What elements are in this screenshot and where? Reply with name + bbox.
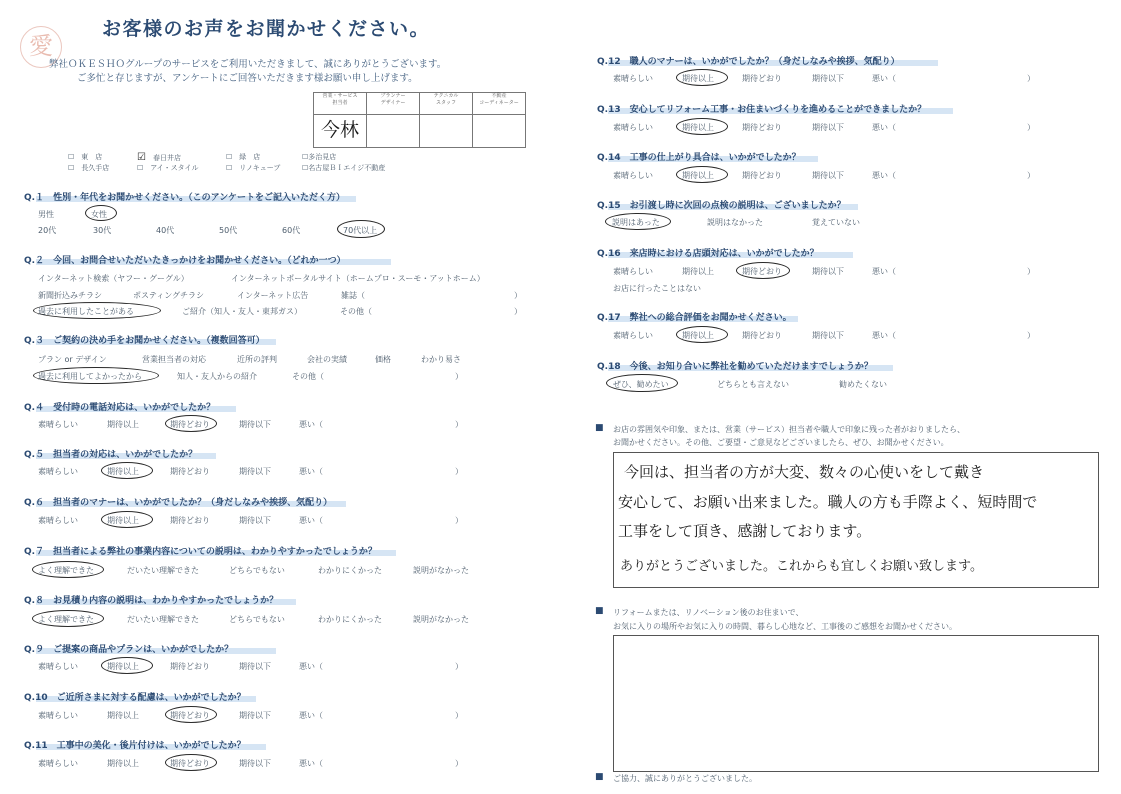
q1-age-50[interactable]: 50代 [219,226,238,235]
q10-question: Q.10 ご近所さまに対する配慮は、いかがでしたか？ [24,693,246,703]
comment1-hand-line4: ありがとうございました。これからも宜しくお願い致します。 [620,559,983,574]
answer-circle [337,220,385,238]
answer-circle [32,610,104,627]
q5-excellent[interactable]: 素晴らしい [38,467,78,476]
q13-excellent[interactable]: 素晴らしい [613,123,653,132]
q16-never-visited[interactable]: お店に行ったことはない [613,284,701,293]
q18-question: Q.18 今後、お知り合いに弊社を勧めていただけますでしょうか？ [597,362,873,372]
q11-below[interactable]: 期待以下 [239,759,271,768]
q5-bad-close: ） [455,467,463,476]
q2-referral[interactable]: ご紹介（知人・友人・東邦ガス） [182,307,302,316]
q9-below[interactable]: 期待以下 [239,662,271,671]
answer-circle [32,561,104,578]
page-title: お客様のお声をお聞かせください。 [102,18,431,40]
q16-excellent[interactable]: 素晴らしい [613,267,653,276]
q5-question: Q.５ 担当者の対応は、いかがでしたか？ [24,450,198,460]
q16-below[interactable]: 期待以下 [812,267,844,276]
q17-as-expected[interactable]: 期待どおり [742,331,782,340]
q3-clarity[interactable]: わかり易さ [421,355,461,364]
q9-as-expected[interactable]: 期待どおり [170,662,210,671]
q6-below[interactable]: 期待以下 [239,516,271,525]
answer-circle [101,462,153,479]
q3-referral[interactable]: 知人・友人からの紹介 [177,372,257,381]
q5-bad[interactable]: 悪い（ [299,467,323,476]
q4-above[interactable]: 期待以上 [107,420,139,429]
q6-bad-close: ） [455,516,463,525]
q9-question: Q.９ ご提案の商品やプランは、いかがでしたか？ [24,645,234,655]
shop-checkbox-realestate[interactable]: ☐名古屋ＢＩエイジ不動産 [302,164,386,172]
staff-header-sales: 営業・サービス 担当者 [314,93,367,115]
q2-past-use[interactable]: 過去に利用したことがある [38,307,134,316]
q18-not-recommend[interactable]: 勧めたくない [839,380,887,389]
q10-excellent[interactable]: 素晴らしい [38,711,78,720]
q15-not-explained[interactable]: 説明はなかった [707,218,763,227]
staff-header-realestate: 不動産 コーディネーター [473,93,526,115]
q4-excellent[interactable]: 素晴らしい [38,420,78,429]
q4-bad-close: ） [455,420,463,429]
q18-neutral[interactable]: どちらとも言えない [717,380,789,389]
shop-checkbox-renocube[interactable]: ☐ リノキューブ [226,164,281,172]
q1-question: Q.１ 性別・年代をお聞かせください。（このアンケートをご記入いただく方） [24,193,346,203]
q12-bad-close: ） [1027,74,1035,83]
q2-question: Q.２ 今回、お問合せいただいたきっかけをお聞かせください。（どれか一つ） [24,256,346,266]
intro-line-1: 弊社ＯＫＥＳＨＯグループのサービスをご利用いただきまして、誠にありがとうございます。 [49,59,447,70]
q17-excellent[interactable]: 素晴らしい [613,331,653,340]
answer-circle [101,511,153,528]
q10-bad-close: ） [455,711,463,720]
q11-as-expected[interactable]: 期待どおり [170,759,210,768]
q12-below[interactable]: 期待以下 [812,74,844,83]
shop-checkbox-midori[interactable]: ☐ 緑 店 [226,153,261,161]
q7-understood[interactable]: よく理解できた [38,566,94,575]
q7-hard[interactable]: わかりにくかった [318,566,382,575]
comment1-hand-line3: 工事をして頂き、感謝しております。 [618,522,872,540]
staff-cell-realestate[interactable] [473,115,526,148]
shop-checkbox-higashi[interactable]: ☐ 東 店 [68,153,103,161]
q6-bad[interactable]: 悪い（ [299,516,323,525]
q17-bad[interactable]: 悪い（ [872,331,896,340]
q13-as-expected[interactable]: 期待どおり [742,123,782,132]
q9-excellent[interactable]: 素晴らしい [38,662,78,671]
staff-name-handwritten: 今林 [320,119,359,141]
q3-price[interactable]: 価格 [375,355,391,364]
q5-as-expected[interactable]: 期待どおり [170,467,210,476]
q3-plan-design[interactable]: プラン or デザイン [38,355,107,364]
q15-explained[interactable]: 説明はあった [612,218,660,227]
comment1-prompt-line2: お聞かせください。その他、ご要望・ご意見などございましたら、ぜひ、お聞かせください。 [613,438,949,447]
q1-age-70plus[interactable]: 70代以上 [343,226,378,235]
shop-checkbox-kasugai[interactable]: ☑ 春日井店 [137,152,181,163]
q1-age-30[interactable]: 30代 [93,226,112,235]
q10-as-expected[interactable]: 期待どおり [170,711,210,720]
company-stamp: 愛 [20,26,62,68]
shop-label: リノキューブ [239,164,281,172]
q4-bad[interactable]: 悪い（ [299,420,323,429]
answer-circle [85,205,117,221]
answer-circle [606,374,678,392]
answer-circle [33,302,161,319]
q14-below[interactable]: 期待以下 [812,171,844,180]
q13-bad[interactable]: 悪い（ [872,123,896,132]
q2-internet-search[interactable]: インターネット検索（ヤフー・グーグル） [38,274,189,283]
shop-label: 多治見店 [308,153,337,161]
q14-question: Q.14 工事の仕上がり具合は、いかがでしたか？ [597,153,801,163]
q4-as-expected[interactable]: 期待どおり [170,420,210,429]
q9-bad[interactable]: 悪い（ [299,662,323,671]
q8-hard[interactable]: わかりにくかった [318,615,382,624]
q3-other-close: ） [455,372,463,381]
q2-magazine[interactable]: 雑誌（ [341,291,365,300]
q18-recommend[interactable]: ぜひ、勧めたい [613,380,669,389]
q1-gender-male[interactable]: 男性 [38,210,54,219]
q5-below[interactable]: 期待以下 [239,467,271,476]
comment2-prompt-line1: リフォームまたは、リノベーション後のお住まいで、 [613,608,804,617]
q2-portal-site[interactable]: インターネットポータルサイト（ホームプロ・スーモ・アットホーム） [231,274,485,283]
square-bullet-icon: ■ [595,423,604,433]
q12-as-expected[interactable]: 期待どおり [742,74,782,83]
answer-circle [605,213,671,230]
shop-label: 長久手店 [81,164,110,172]
q7-question: Q.７ 担当者による弊社の事業内容についての説明は、わかりやすかったでしょうか？ [24,547,377,557]
q2-internet-ad[interactable]: インターネット広告 [237,291,309,300]
q13-question: Q.13 安心してリフォーム工事・お住まいづくりを進めることができましたか？ [597,105,927,115]
q4-question: Q.４ 受付時の電話対応は、いかがでしたか？ [24,403,216,413]
q2-other-close: ） [514,307,522,316]
shop-label: 緑 店 [239,153,261,161]
q6-above[interactable]: 期待以上 [107,516,139,525]
q16-as-expected[interactable]: 期待どおり [742,267,782,276]
q12-excellent[interactable]: 素晴らしい [613,74,653,83]
answer-circle [165,754,217,771]
q3-past-good[interactable]: 過去に利用してよかったから [38,372,142,381]
q12-above[interactable]: 期待以上 [682,74,714,83]
q9-bad-close: ） [455,662,463,671]
q1-age-40[interactable]: 40代 [156,226,175,235]
q11-question: Q.11 工事中の美化・後片付けは、いかがでしたか？ [24,741,246,751]
q7-none[interactable]: 説明がなかった [413,566,469,575]
answer-circle [676,326,728,343]
q7-neither[interactable]: どちらでもない [229,566,285,575]
q3-other[interactable]: その他（ [292,372,324,381]
q13-bad-close: ） [1027,123,1035,132]
q17-bad-close: ） [1027,331,1035,340]
q4-below[interactable]: 期待以下 [239,420,271,429]
staff-cell-sales[interactable] [314,115,367,148]
q8-none[interactable]: 説明がなかった [413,615,469,624]
q3-sales-response[interactable]: 営業担当者の対応 [142,355,206,364]
answer-circle [736,262,790,279]
q13-below[interactable]: 期待以下 [812,123,844,132]
q11-above[interactable]: 期待以上 [107,759,139,768]
answer-circle [676,118,728,135]
shop-checkbox-nagakute[interactable]: ☐ 長久手店 [68,164,110,172]
q14-excellent[interactable]: 素晴らしい [613,171,653,180]
comment1-hand-line1: 今回は、担当者の方が大変、数々の心使いをして戴き [624,463,985,481]
q8-mostly[interactable]: だいたい理解できた [127,615,199,624]
q3-track-record[interactable]: 会社の実績 [307,355,347,364]
answer-circle [101,657,153,674]
q14-bad[interactable]: 悪い（ [872,171,896,180]
q5-above[interactable]: 期待以上 [107,467,139,476]
staff-cell-planner[interactable] [367,115,420,148]
q16-bad-close: ） [1027,267,1035,276]
comment1-prompt-line1: お店の雰囲気や印象、または、営業（サービス）担当者や職人で印象に残った者がおりましたら、 [613,425,965,434]
q15-dont-remember[interactable]: 覚えていない [812,218,860,227]
comment2-prompt-line2: お気に入りの場所やお気に入りの時間、暮らし心地など、工事後のご感想をお聞かせください。 [613,622,957,631]
q12-question: Q.12 職人のマナーは、いかがでしたか？（身だしなみや挨拶、気配り） [597,57,900,67]
square-bullet-icon: ■ [595,606,604,616]
q14-as-expected[interactable]: 期待どおり [742,171,782,180]
q10-above[interactable]: 期待以上 [107,711,139,720]
answer-circle [165,415,217,432]
q17-question: Q.17 弊社への総合評価をお聞かせください。 [597,313,792,323]
q2-posting[interactable]: ポスティングチラシ [133,291,205,300]
q12-bad[interactable]: 悪い（ [872,74,896,83]
q16-bad[interactable]: 悪い（ [872,267,896,276]
q16-question: Q.16 来店時における店頭対応は、いかがでしたか？ [597,249,819,259]
intro-line-2: ご多忙と存じますが、アンケートにご回答いただきます様お願い申し上げます。 [77,73,418,84]
q2-magazine-close: ） [514,291,522,300]
comment1-box[interactable] [613,452,1099,588]
q3-reputation[interactable]: 近所の評判 [237,355,277,364]
comment1-hand-line2: 安心して、お願い出来ました。職人の方も手際よく、短時間で [618,493,1038,511]
q16-above[interactable]: 期待以上 [682,267,714,276]
answer-circle [676,69,728,86]
staff-header-planner: プランナー デザイナー [367,93,420,115]
q13-above[interactable]: 期待以上 [682,123,714,132]
q17-above[interactable]: 期待以上 [682,331,714,340]
comment2-box[interactable] [613,635,1099,772]
q17-below[interactable]: 期待以下 [812,331,844,340]
answer-circle [33,367,159,384]
q10-bad[interactable]: 悪い（ [299,711,323,720]
shop-label: アイ・スタイル [150,164,199,172]
q8-understood[interactable]: よく理解できた [38,615,94,624]
thanks-text: ご協力、誠にありがとうございました。 [613,774,757,783]
staff-cell-technical[interactable] [420,115,473,148]
shop-label: 東 店 [81,153,103,161]
q7-mostly[interactable]: だいたい理解できた [127,566,199,575]
q14-bad-close: ） [1027,171,1035,180]
q11-excellent[interactable]: 素晴らしい [38,759,78,768]
staff-table [313,92,526,148]
staff-header-technical: テクニカル スタッフ [420,93,473,115]
q9-above[interactable]: 期待以上 [107,662,139,671]
q6-as-expected[interactable]: 期待どおり [170,516,210,525]
shop-label: 春日井店 [152,154,181,162]
q2-newspaper[interactable]: 新聞折込みチラシ [38,291,102,300]
answer-circle [676,166,728,183]
shop-checkbox-tajimi[interactable]: ☐多治見店 [302,153,337,161]
square-bullet-icon: ■ [595,772,604,782]
q2-other[interactable]: その他（ [340,307,372,316]
q11-bad-close: ） [455,759,463,768]
q8-neither[interactable]: どちらでもない [229,615,285,624]
q8-question: Q.８ お見積り内容の説明は、わかりやすかったでしょうか？ [24,596,279,606]
q6-excellent[interactable]: 素晴らしい [38,516,78,525]
shop-label: 名古屋ＢＩエイジ不動産 [308,164,386,172]
shop-checkbox-istyle[interactable]: ☐ アイ・スタイル [137,164,199,172]
q14-above[interactable]: 期待以上 [682,171,714,180]
q15-question: Q.15 お引渡し時に次回の点検の説明は、ございましたか？ [597,201,846,211]
answer-circle [165,706,217,723]
q11-bad[interactable]: 悪い（ [299,759,323,768]
q6-question: Q.６ 担当者のマナーは、いかがでしたか？（身だしなみや挨拶、気配り） [24,498,333,508]
q10-below[interactable]: 期待以下 [239,711,271,720]
q1-gender-female[interactable]: 女性 [91,210,107,219]
q3-question: Q.３ ご契約の決め手をお聞かせください。（複数回答可） [24,336,265,346]
q1-age-20[interactable]: 20代 [38,226,57,235]
q1-age-60[interactable]: 60代 [282,226,301,235]
